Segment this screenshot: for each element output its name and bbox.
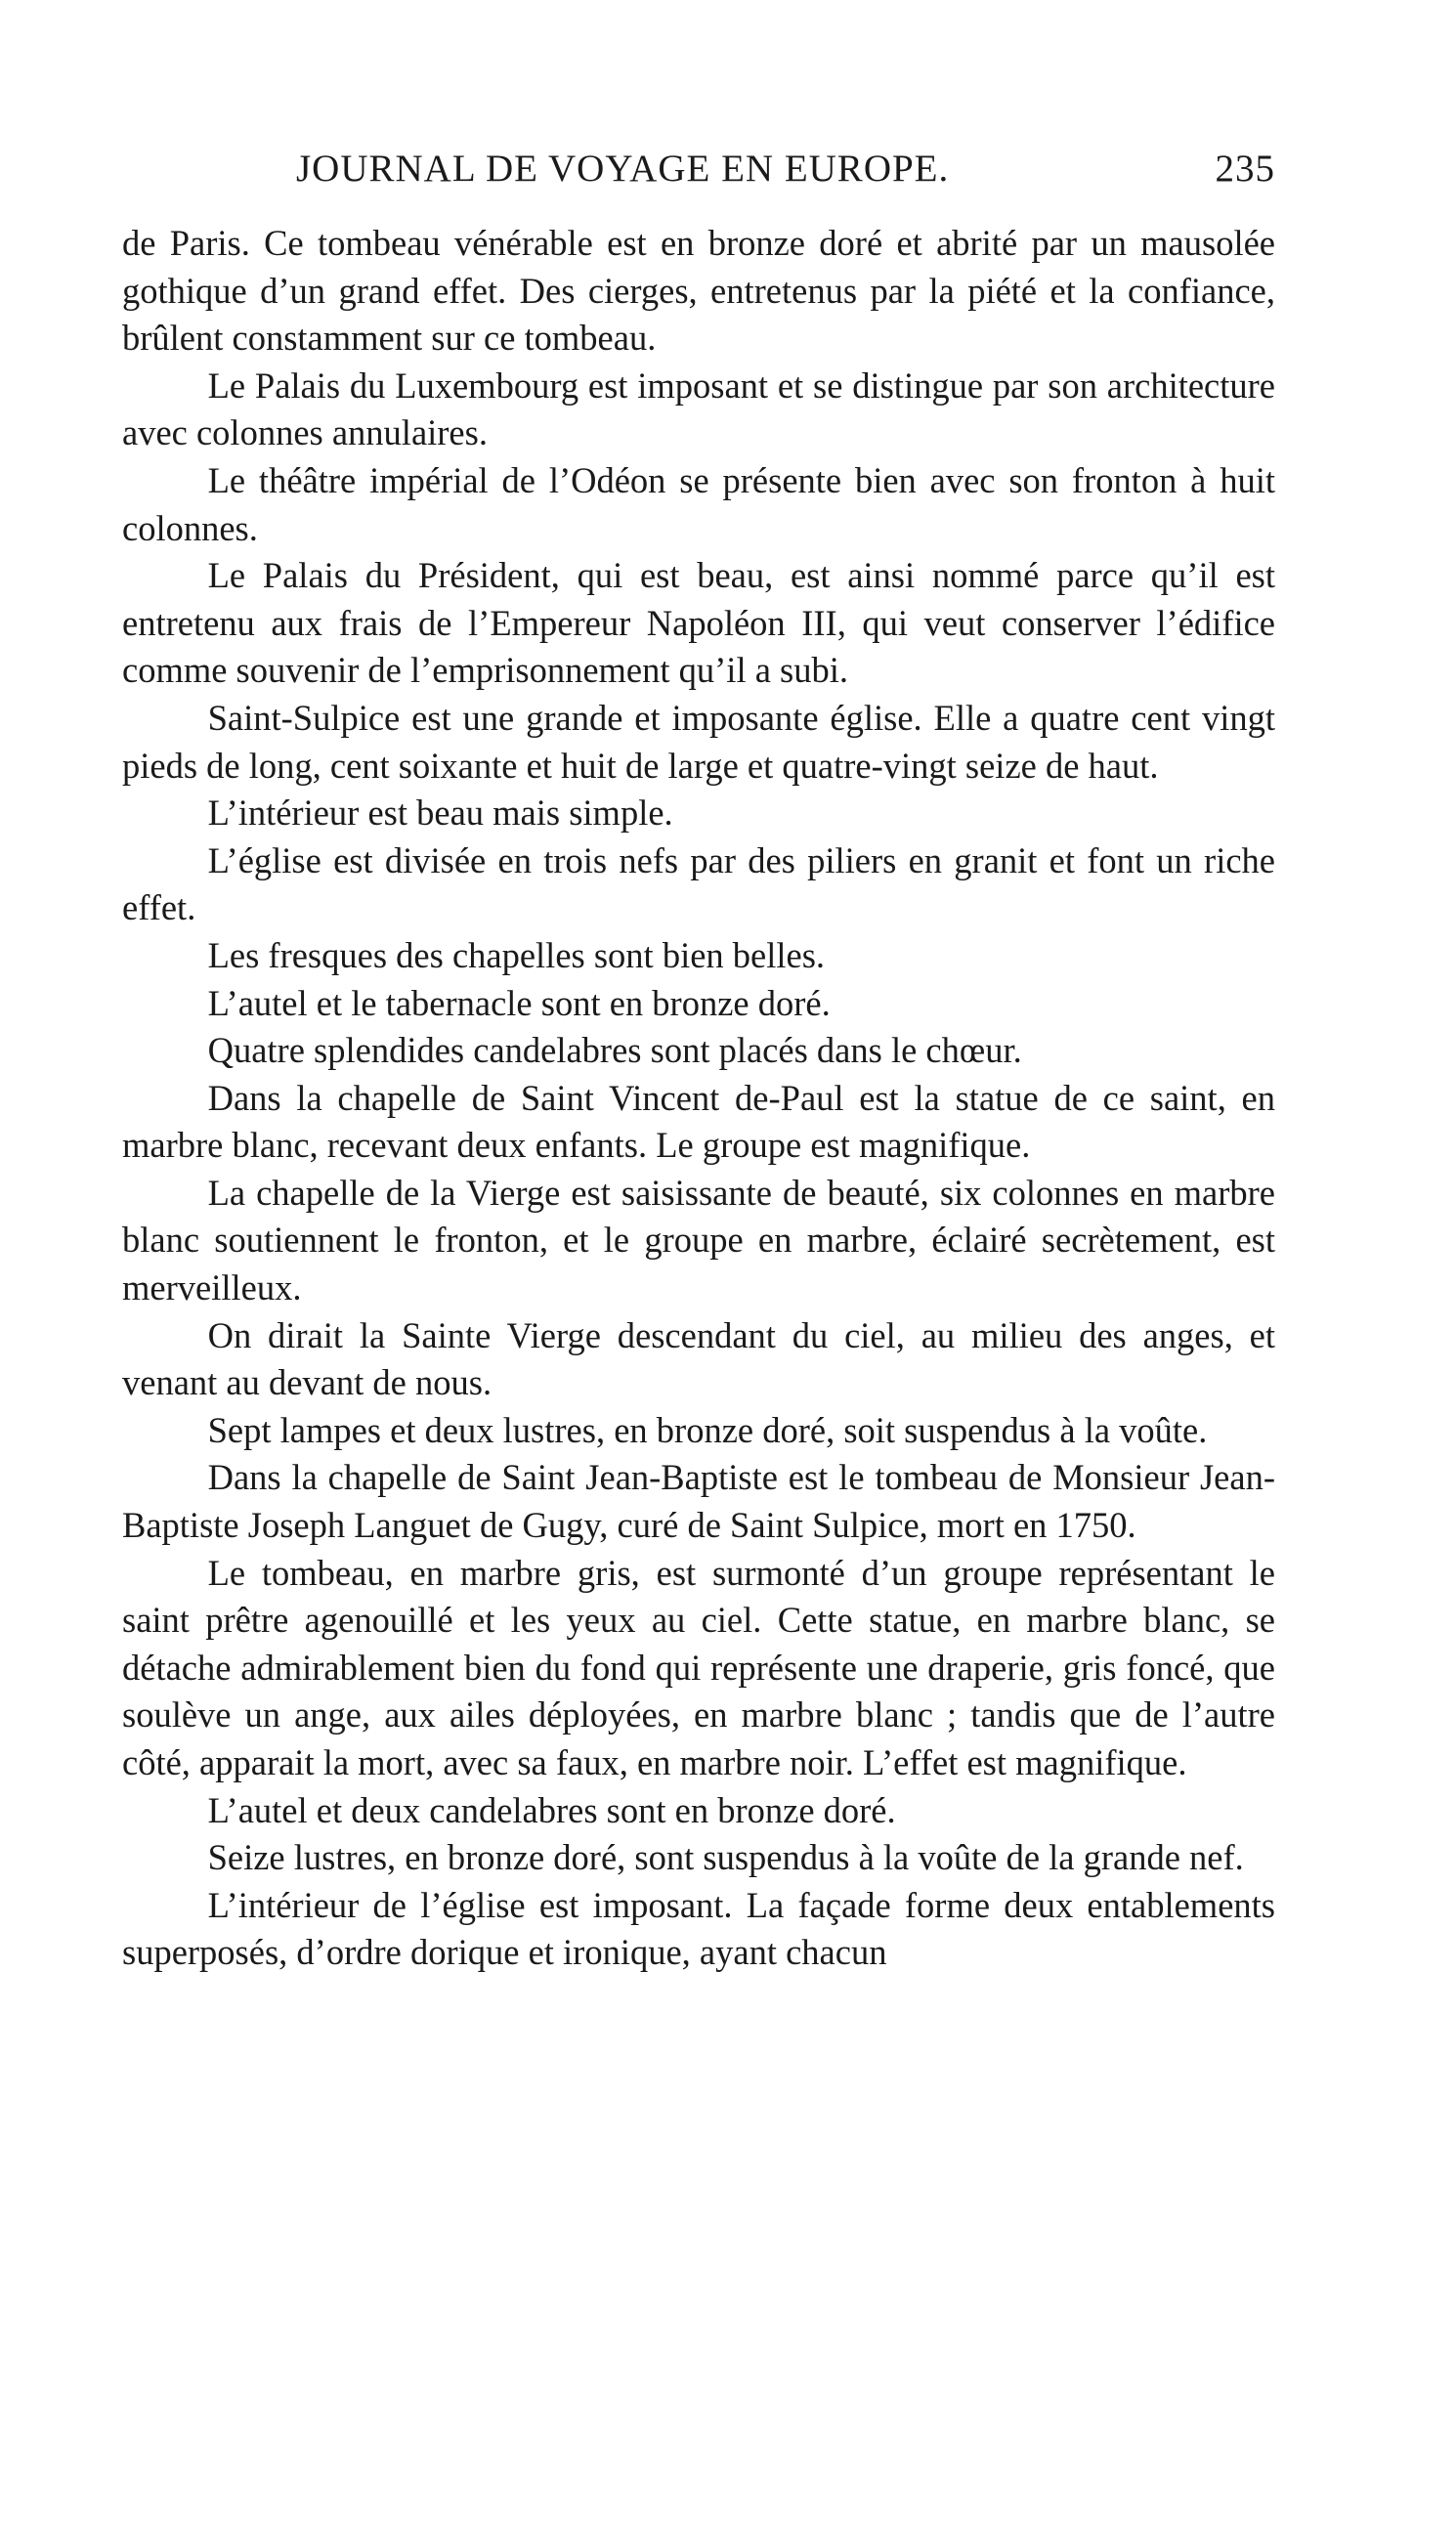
- paragraph: Le Palais du Luxembourg est imposant et se distingue par son architecture avec colonnes annulaires.: [122, 364, 1275, 453]
- paragraph: On dirait la Sainte Vierge descendant du ciel, au milieu des anges, et venant au devant de nous.: [122, 1314, 1275, 1403]
- paragraph: Le tombeau, en marbre gris, est surmonté d’un groupe représentant le saint prêtre agenouillé et les yeux au ciel. Cette statue, en marbre blanc, se détache admirablement bien du fond qui représente une draperie, gris foncé, que soulève un ange, aux ailes déployées, en marbre blanc ; tandis que de l’autre côté, apparait la mort, avec sa faux, en marbre noir. L’effet est magnifique.: [122, 1552, 1275, 1782]
- paragraph: Le Palais du Président, qui est beau, est ainsi nommé parce qu’il est entretenu aux frais de l’Empereur Napoléon III, qui veut conserver l’édifice comme souvenir de l’emprisonnement qu’il a subi.: [122, 555, 1275, 691]
- paragraph: Les fresques des chapelles sont bien belles.: [207, 934, 826, 975]
- paragraph-continued: de Paris. Ce tombeau vénérable est en bronze doré et abrité par un mausolée gothique d’un grand effet. Des cierges, entretenus par la piété et la confiance, brûlent constamment sur ce tombeau.: [122, 223, 1275, 359]
- paragraph: Seize lustres, en bronze doré, sont suspendus à la voûte de la grande nef.: [207, 1837, 1244, 1878]
- paragraph: L’intérieur est beau mais simple.: [207, 793, 673, 834]
- paragraph: Quatre splendides candelabres sont placés dans le chœur.: [207, 1030, 1022, 1071]
- paragraph: Dans la chapelle de Saint Vincent de-Paul est la statue de ce saint, en marbre blanc, recevant deux enfants. Le groupe est magnifique.: [122, 1077, 1275, 1166]
- paragraph: L’intérieur de l’église est imposant. La façade forme deux entablements superposés, d’ordre dorique et ironique, ayant chacun: [122, 1884, 1275, 1973]
- running-header: [122, 147, 1275, 205]
- paragraph: L’autel et deux candelabres sont en bronze doré.: [207, 1789, 896, 1830]
- paragraph: L’église est divisée en trois nefs par des piliers en granit et font un riche effet.: [122, 839, 1275, 928]
- paragraph: L’autel et le tabernacle sont en bronze doré.: [207, 982, 831, 1023]
- paragraph: Sept lampes et deux lustres, en bronze doré, soit suspendus à la voûte.: [207, 1409, 1208, 1450]
- running-title: JOURNAL DE VOYAGE EN EUROPE.: [296, 148, 950, 190]
- paragraph: Dans la chapelle de Saint Jean-Baptiste est le tombeau de Monsieur Jean-Baptiste Joseph Languet de Gugy, curé de Saint Sulpice, mort en 1750.: [122, 1457, 1275, 1546]
- page-number: 235: [1215, 148, 1275, 190]
- paragraph: La chapelle de la Vierge est saisissante de beauté, six colonnes en marbre blanc soutiennent le fronton, et le groupe en marbre, éclairé secrètement, est merveilleux.: [122, 1172, 1275, 1308]
- paragraph: Saint-Sulpice est une grande et imposante église. Elle a quatre cent vingt pieds de long, cent soixante et huit de large et quatre-vingt seize de haut.: [122, 697, 1275, 786]
- body-text: [122, 220, 1275, 1977]
- paragraph: Le théâtre impérial de l’Odéon se présente bien avec son fronton à huit colonnes.: [122, 459, 1275, 548]
